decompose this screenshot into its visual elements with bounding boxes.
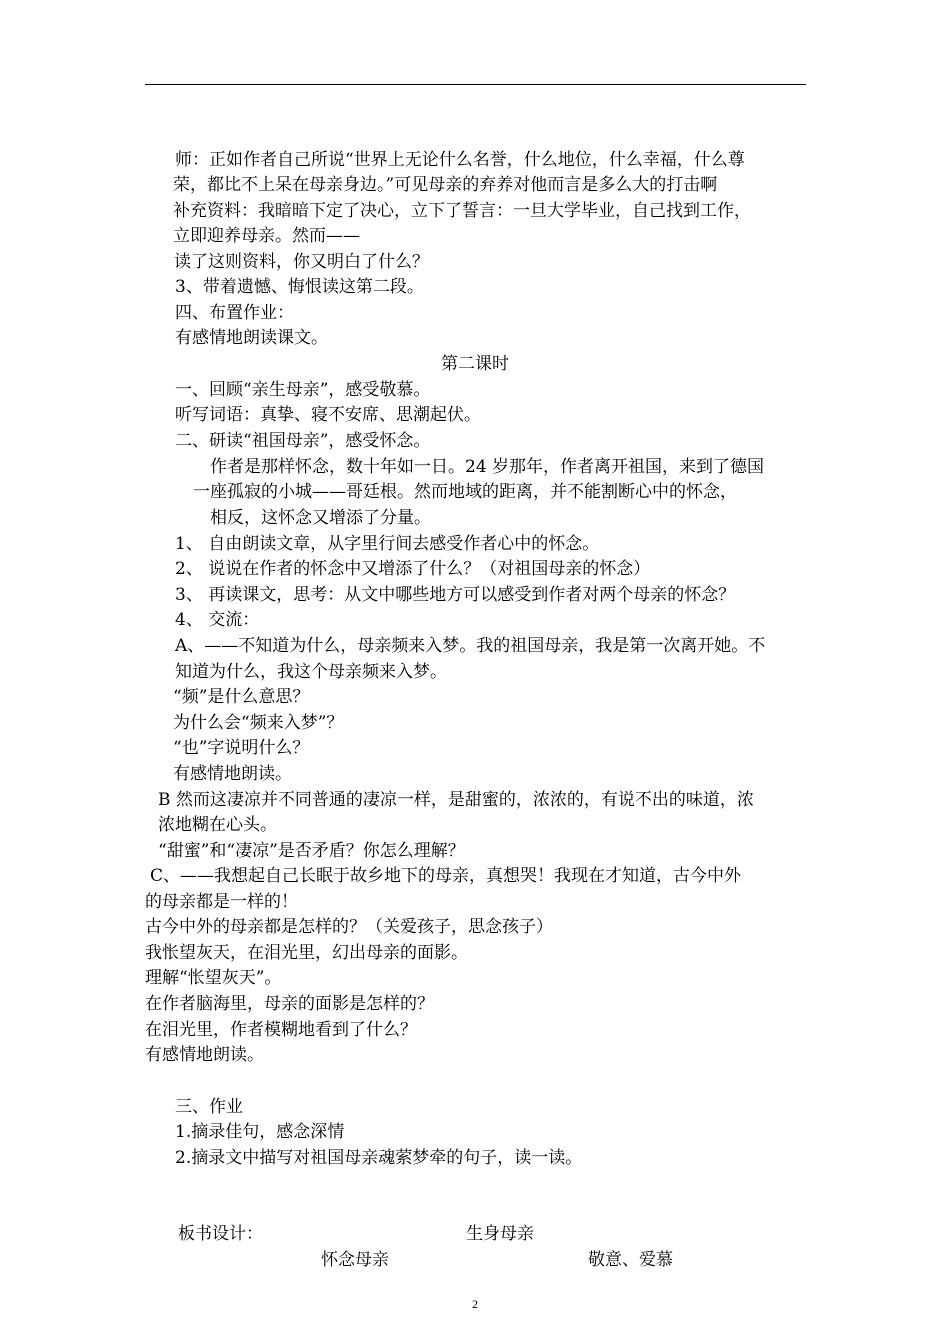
text-line: 读了这则资料，你又明白了什么？ — [174, 252, 429, 272]
text-line: 在作者脑海里，母亲的面影是怎样的？ — [145, 994, 434, 1014]
text-line: B 然而这凄凉并不同普通的凄凉一样，是甜蜜的，浓浓的，有说不出的味道，浓 — [158, 790, 754, 810]
text-line: 在泪光里，作者模糊地看到了什么？ — [145, 1020, 417, 1040]
text-line: 3、带着遗憾、悔恨读这第二段。 — [175, 277, 424, 297]
header-rule — [145, 84, 806, 85]
text-line: 2.摘录文中描写对祖国母亲魂萦梦牵的句子，读一读。 — [175, 1148, 583, 1168]
text-line: 为什么会“频来入梦”？ — [173, 713, 344, 733]
text-line: 师：正如作者自己所说“世界上无论什么名誉，什么地位，什么幸福，什么尊 — [175, 150, 745, 170]
text-line: 板书设计： — [178, 1224, 263, 1244]
text-line: 二、研读“祖国母亲”，感受怀念。 — [175, 431, 431, 451]
text-line: 浓地糊在心头。 — [158, 815, 277, 835]
text-line: 敬意、爱慕 — [588, 1250, 673, 1270]
text-line: 1、 自由朗读文章，从字里行间去感受作者心中的怀念。 — [175, 534, 600, 554]
text-line: 听写词语：真挚、寝不安席、思潮起伏。 — [175, 405, 481, 425]
text-line: 2、 说说在作者的怀念中又增添了什么？（对祖国母亲的怀念） — [175, 559, 651, 579]
text-line: 古今中外的母亲都是怎样的？（关爱孩子，思念孩子） — [145, 917, 553, 937]
text-line: 有感情地朗读课文。 — [175, 328, 328, 348]
text-line: 立即迎养母亲。然而—— — [173, 226, 360, 246]
text-line: 知道为什么，我这个母亲频来入梦。 — [175, 662, 447, 682]
text-line: “也”字说明什么？ — [173, 738, 310, 758]
text-line: 怀念母亲 — [321, 1250, 389, 1270]
section-heading: 第二课时 — [441, 354, 509, 374]
text-line: 有感情地朗读。 — [173, 764, 292, 784]
text-line: 理解“怅望灰天”。 — [145, 968, 282, 988]
text-line: 生身母亲 — [466, 1224, 534, 1244]
text-line: A、——不知道为什么，母亲频来入梦。我的祖国母亲，我是第一次离开她。不 — [175, 636, 766, 656]
text-line: 三、作业 — [175, 1097, 243, 1117]
text-line: 一、回顾“亲生母亲”，感受敬慕。 — [175, 380, 431, 400]
text-line: 的母亲都是一样的！ — [145, 892, 298, 912]
text-line: 有感情地朗读。 — [145, 1045, 264, 1065]
text-line: 4、 交流： — [175, 610, 260, 630]
text-line: 1.摘录佳句，感念深情 — [175, 1122, 345, 1142]
text-line: 四、布置作业： — [175, 303, 294, 323]
text-line: 荣，都比不上呆在母亲身边。”可见母亲的弃养对他而言是多么大的打击啊 — [173, 175, 718, 195]
text-line: 我怅望灰天，在泪光里，幻出母亲的面影。 — [145, 943, 468, 963]
text-line: 相反，这怀念又增添了分量。 — [210, 508, 431, 528]
text-line: “甜蜜”和“凄凉”是否矛盾？你怎么理解？ — [158, 841, 465, 861]
text-line: 一座孤寂的小城——哥廷根。然而地域的距离，并不能割断心中的怀念， — [193, 482, 737, 502]
text-line: 3、 再读课文，思考：从文中哪些地方可以感受到作者对两个母亲的怀念？ — [175, 585, 736, 605]
text-line: “频”是什么意思？ — [173, 687, 310, 707]
text-line: C、——我想起自己长眠于故乡地下的母亲，真想哭！我现在才知道，古今中外 — [150, 866, 742, 886]
text-line: 作者是那样怀念，数十年如一日。24 岁那年，作者离开祖国，来到了德国 — [210, 457, 765, 477]
text-line: 补充资料：我暗暗下定了决心，立下了誓言：一旦大学毕业，自己找到工作， — [173, 201, 751, 221]
page-number: 2 — [472, 1297, 478, 1311]
